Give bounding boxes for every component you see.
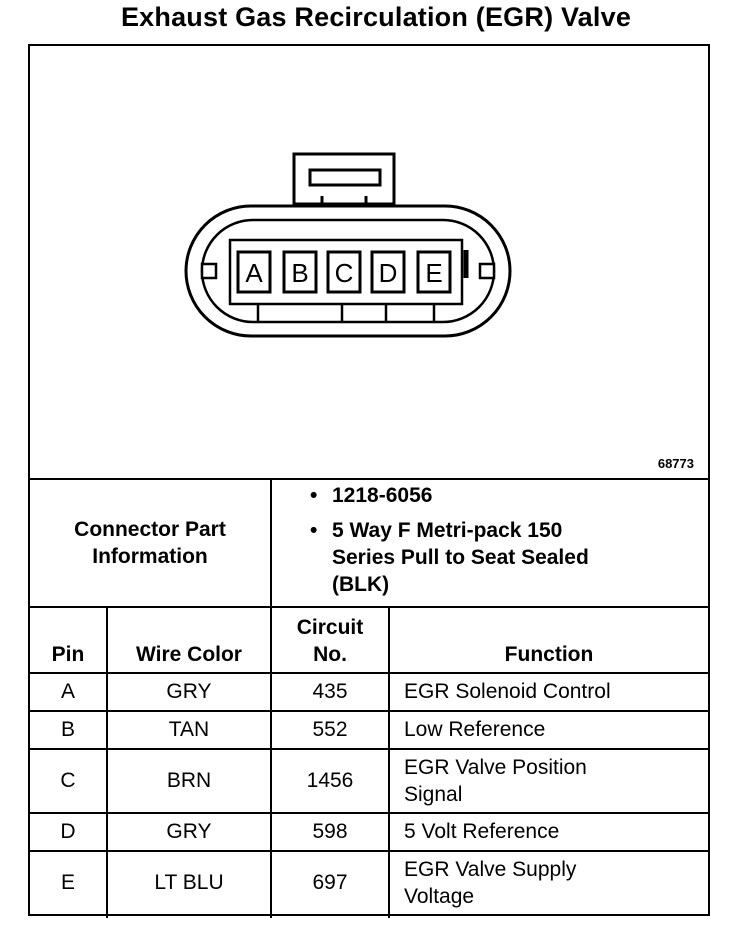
pin-label-c: C: [334, 258, 354, 288]
connector-diagram: [30, 46, 708, 478]
connector-description: 5 Way F Metri-pack 150 Series Pull to Seat Sealed (BLK): [332, 519, 589, 596]
bullet-icon: •: [310, 484, 318, 507]
bullet-icon: •: [310, 519, 318, 542]
row-a-wire-color: GRY: [166, 680, 212, 703]
row-a-pin: A: [60, 680, 75, 703]
row-d-function: 5 Volt Reference: [404, 820, 560, 843]
row-e-circuit: 697: [312, 871, 348, 894]
row-b-circuit: 552: [312, 718, 348, 741]
part-number: 1218-6056: [332, 484, 433, 507]
pin-label-b: B: [291, 258, 309, 288]
header-pin: Pin: [51, 643, 85, 666]
row-d-wire-color: GRY: [166, 820, 212, 843]
row-e-wire-color: LT BLU: [154, 871, 224, 894]
header-function: Function: [504, 643, 594, 666]
connector-part-info-label: Connector Part Information: [74, 518, 226, 568]
row-c-function: EGR Valve Position Signal: [404, 756, 587, 806]
connector-part-list: [310, 482, 612, 598]
row-b-wire-color: TAN: [168, 718, 210, 741]
row-c-pin: C: [60, 769, 76, 792]
header-wire-color: Wire Color: [136, 643, 242, 666]
row-a-function: EGR Solenoid Control: [404, 680, 611, 703]
row-b-pin: B: [60, 718, 75, 741]
pin-label-d: D: [378, 258, 398, 288]
header-circuit-no: Circuit No.: [296, 616, 364, 666]
row-e-pin: E: [60, 871, 75, 894]
pin-label-e: E: [425, 258, 443, 288]
connector-frame: [28, 44, 710, 916]
latch-slot: [310, 170, 380, 185]
figure-number: 68773: [657, 456, 694, 471]
pin-label-a: A: [245, 258, 263, 288]
row-c-circuit: 1456: [306, 769, 354, 792]
row-b-function: Low Reference: [404, 718, 546, 741]
list-item: [310, 482, 612, 509]
list-item: [310, 517, 612, 598]
row-c-wire-color: BRN: [166, 769, 212, 792]
row-e-function: EGR Valve Supply Voltage: [404, 858, 577, 908]
row-a-circuit: 435: [312, 680, 348, 703]
row-d-pin: D: [60, 820, 76, 843]
row-d-circuit: 598: [312, 820, 348, 843]
page-title: Exhaust Gas Recirculation (EGR) Valve: [120, 2, 632, 32]
